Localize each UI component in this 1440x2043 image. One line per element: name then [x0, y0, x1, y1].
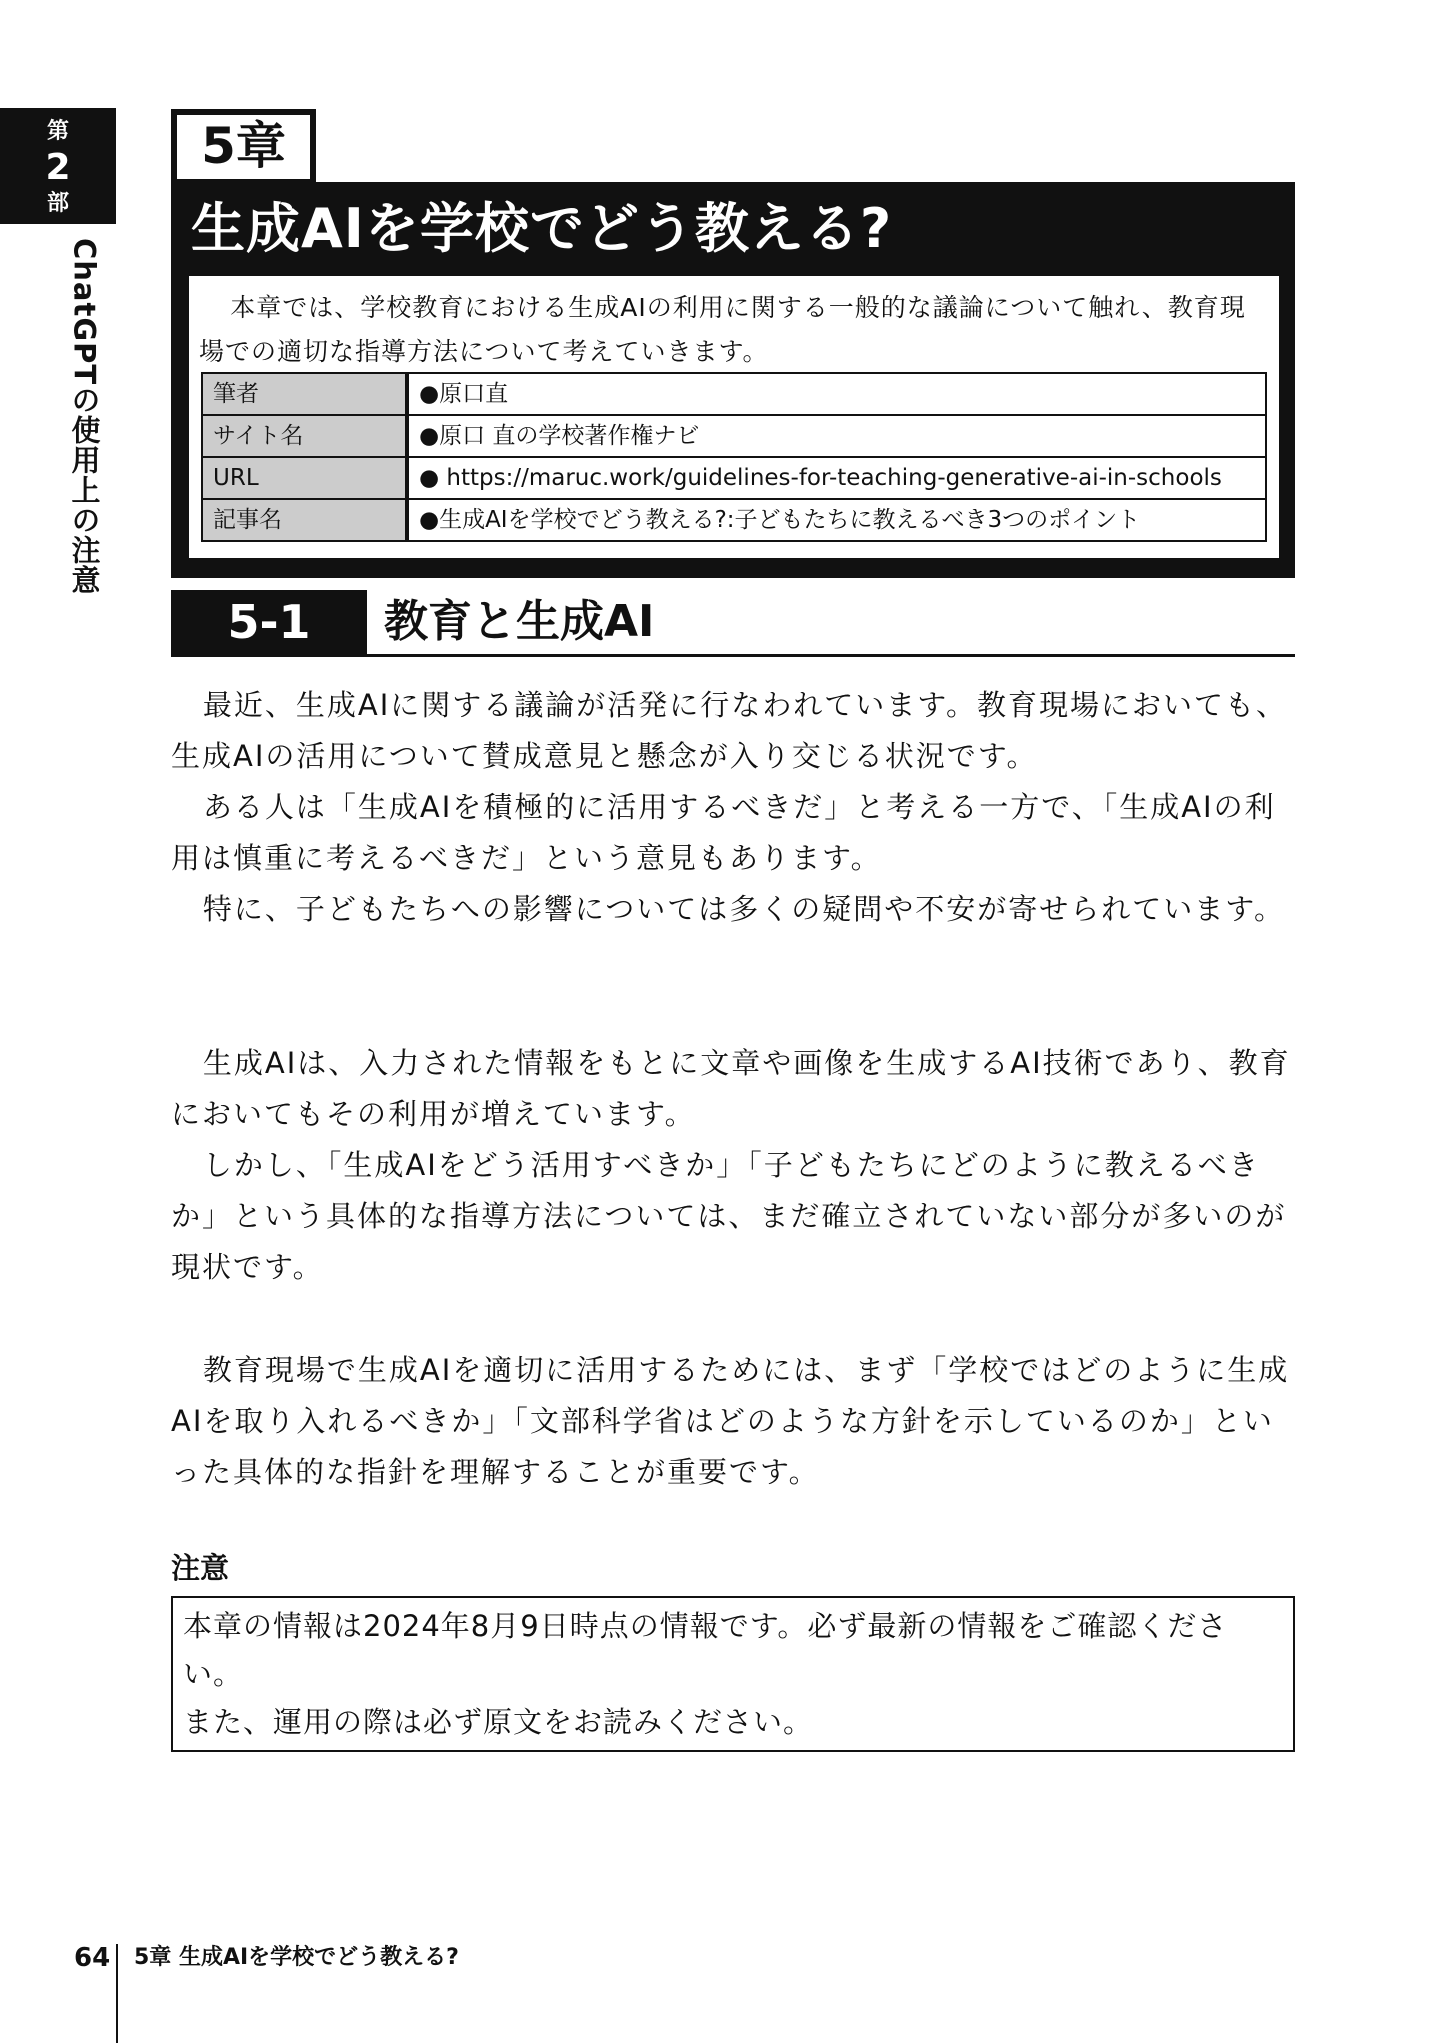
paragraph-2: ある人は「生成AIを積極的に活用するべきだ」と考える一方で、「生成AIの利用は慎重に考えるべきだ」という意見もあります。 — [171, 790, 1276, 875]
section-number: 5-1 — [171, 590, 367, 654]
info-value-url: ● https://maruc.work/guidelines-for-teaching-generative-ai-in-schools — [407, 457, 1266, 499]
note-line-1: 本章の情報は2024年8月9日時点の情報です。必ず最新の情報をご確認ください。 — [183, 1609, 1228, 1691]
part-title — [60, 238, 110, 608]
chapter-box — [171, 182, 1295, 578]
table-row — [202, 499, 1266, 541]
running-head: 5章 生成AIを学校でどう教える? — [134, 1945, 459, 1970]
note-heading: 注意 — [171, 1551, 230, 1585]
chapter-intro: 本章では、学校教育における生成AIの利用に関する一般的な議論について触れ、教育現場での適切な指導方法について考えていきます。 — [199, 293, 1246, 366]
note-box — [171, 1596, 1295, 1752]
page-number: 64 — [74, 1943, 111, 1973]
paragraph-3: 特に、子どもたちへの影響については多くの疑問や不安が寄せられています。 — [202, 892, 1285, 926]
part-number: 2 — [45, 147, 71, 188]
info-key-site: サイト名 — [202, 415, 407, 457]
paragraph-4: 生成AIは、入力された情報をもとに文章や画像を生成するAI技術であり、教育においてもその利用が増えています。 — [171, 1046, 1291, 1131]
source-info-table — [201, 372, 1267, 542]
table-row — [202, 415, 1266, 457]
paragraph-1: 最近、生成AIに関する議論が活発に行なわれています。教育現場においても、生成AIの活用について賛成意見と懸念が入り交じる状況です。 — [171, 688, 1287, 773]
info-key-author: 筆者 — [202, 373, 407, 415]
table-row — [202, 457, 1266, 499]
section-title: 教育と生成AI — [384, 596, 655, 647]
part-tab — [0, 108, 116, 224]
info-key-article: 記事名 — [202, 499, 407, 541]
note-line-2: また、運用の際は必ず原文をお読みください。 — [183, 1705, 814, 1739]
info-value-author: ●原口直 — [407, 373, 1266, 415]
chapter-summary — [189, 276, 1279, 558]
part-prefix: 第 — [46, 119, 69, 144]
part-suffix: 部 — [46, 191, 69, 216]
table-row — [202, 373, 1266, 415]
info-key-url: URL — [202, 457, 407, 499]
info-value-article: ●生成AIを学校でどう教える?:子どもたちに教えるべき3つのポイント — [407, 499, 1266, 541]
chapter-label: 5章 — [171, 109, 316, 185]
info-value-site: ●原口 直の学校著作権ナビ — [407, 415, 1266, 457]
part-title-text: ChatGPTの使用上の注意 — [67, 238, 102, 596]
chapter-title: 生成AIを学校でどう教える? — [191, 197, 893, 260]
footer-divider — [116, 1944, 118, 2043]
paragraph-6: 教育現場で生成AIを適切に活用するためには、まず「学校ではどのように生成AIを取り入れるべきか」「文部科学省はどのような方針を示しているのか」といった具体的な指針を理解することが重要です。 — [171, 1353, 1290, 1489]
section-divider — [171, 654, 1295, 657]
paragraph-5: しかし、「生成AIをどう活用すべきか」「子どもたちにどのように教えるべきか」という具体的な指導方法については、まだ確立されていない部分が多いのが現状です。 — [171, 1148, 1287, 1284]
